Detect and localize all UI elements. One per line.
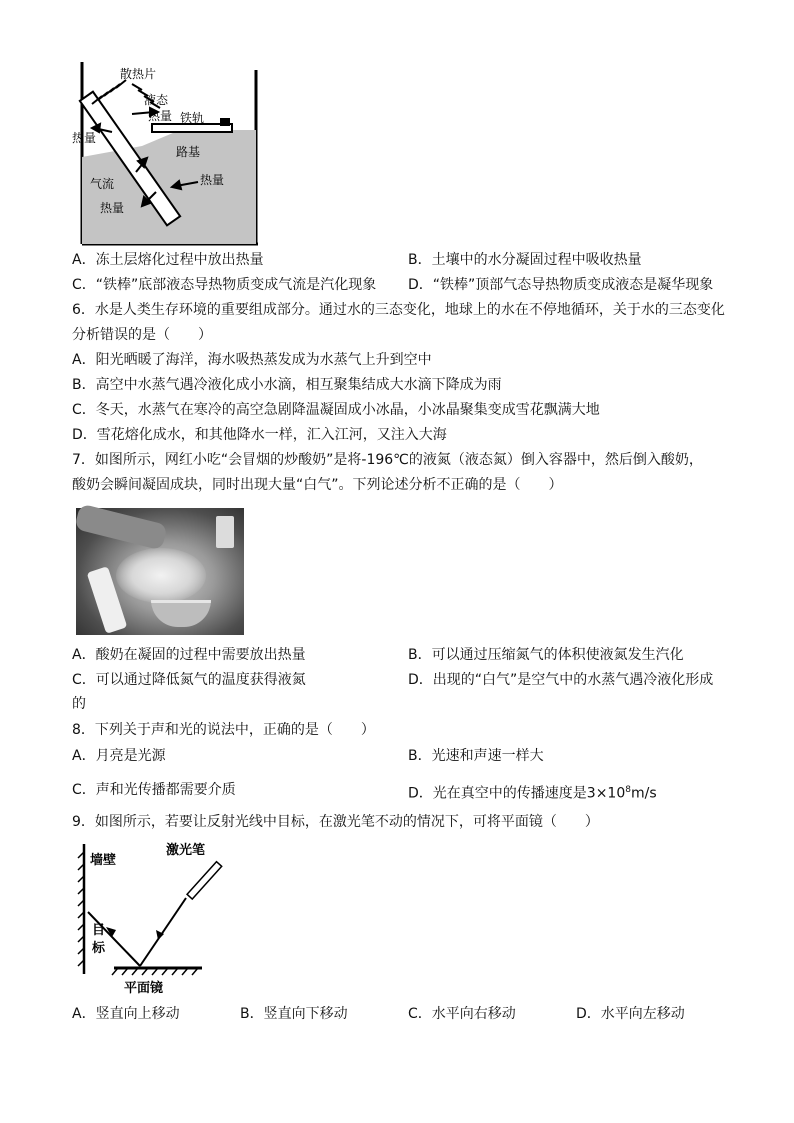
q5-option-c: C．“铁棒”底部液态导热物质变成气流是汽化现象 [72, 277, 377, 293]
mirror-label: 平面镜 [124, 981, 164, 996]
q7-stem-line1: 7．如图所示，网红小吃“会冒烟的炒酸奶”是将-196℃的液氮（液态氮）倒入容器中，然后倒入酸奶， [72, 452, 703, 468]
fig5-roadbed-label: 路基 [176, 145, 201, 159]
q6-stem-line1: 6．水是人类生存环境的重要组成部分。通过水的三态变化，地球上的水在不停地循环，关于水的三态变化 [72, 302, 725, 318]
q9-option-b: B．竖直向下移动 [240, 1006, 348, 1022]
q8-option-d [408, 780, 657, 804]
q9-option-c: C．水平向右移动 [408, 1006, 516, 1022]
q6-stem-line2: 分析错误的是（ ） [72, 327, 212, 343]
q6-option-c: C．冬天，水蒸气在寒冷的高空急剧降温凝固成小冰晶，小冰晶聚集变成雪花飘满大地 [72, 402, 600, 418]
mirror-figure [78, 838, 222, 998]
q7-option-a: A．酸奶在凝固的过程中需要放出热量 [72, 647, 306, 663]
q5-option-d: D．“铁棒”顶部气态导热物质变成液态是凝华现象 [408, 277, 714, 293]
q5-option-a: A．冻土层熔化过程中放出热量 [72, 252, 264, 268]
q6-option-a: A．阳光晒暖了海洋，海水吸热蒸发成为水蒸气上升到空中 [72, 352, 432, 368]
q7-option-b: B．可以通过压缩氮气的体积使液氮发生汽化 [408, 647, 684, 663]
q8-option-b: B．光速和声速一样大 [408, 748, 544, 764]
fig5-heat-left-label: 热量 [72, 131, 97, 145]
q5-option-b: B．土壤中的水分凝固过程中吸收热量 [408, 252, 642, 268]
fig5-fin-label: 散热片 [120, 67, 157, 81]
fig5-heat-top-label: 热量 [148, 109, 173, 123]
q8-option-d-value: 3×10 [586, 785, 626, 802]
fig5-airflow-label: 气流 [90, 177, 115, 191]
q7-option-c: C．可以通过降低氮气的温度获得液氮 [72, 672, 306, 688]
q8-option-c: C．声和光传播都需要介质 [72, 782, 236, 798]
target-label-2: 标 [92, 941, 106, 956]
fig5-heat-bottom-label: 热量 [100, 201, 125, 215]
laser-pen-label: 激光笔 [166, 843, 206, 858]
target-label-1: 目 [92, 923, 106, 938]
q9-stem: 9．如图所示，若要让反射光线中目标，在激光笔不动的情况下，可将平面镜（ ） [72, 814, 599, 830]
q8-option-d-exp: 8 [625, 785, 631, 795]
q7-option-wrap: 的 [72, 696, 86, 712]
wall-label: 墙壁 [90, 853, 117, 868]
fig5-heat-right-label: 热量 [200, 173, 225, 187]
q7-stem-line2: 酸奶会瞬间凝固成块，同时出现大量“白气”。下列论述分析不正确的是（ ） [72, 477, 563, 493]
q8-option-d-unit: m/s [630, 785, 657, 802]
q6-option-d: D．雪花熔化成水，和其他降水一样，汇入江河，又注入大海 [72, 427, 447, 443]
q9-option-a: A．竖直向上移动 [72, 1006, 180, 1022]
heat-pipe-figure [72, 60, 260, 246]
q9-option-d: D．水平向左移动 [576, 1006, 685, 1022]
q8-option-d-text: D．光在真空中的传播速度是 [408, 785, 587, 802]
smoking-yogurt-photo [76, 508, 244, 635]
q7-option-d: D．出现的“白气”是空气中的水蒸气遇冷液化形成 [408, 672, 714, 688]
fig5-liquid-label: 液态 [144, 93, 169, 107]
q8-stem: 8．下列关于声和光的说法中，正确的是（ ） [72, 722, 375, 738]
q6-option-b: B．高空中水蒸气遇冷液化成小水滴，相互聚集结成大水滴下降成为雨 [72, 377, 502, 393]
fig5-rail-label: 铁轨 [180, 111, 205, 125]
q8-option-a: A．月亮是光源 [72, 748, 166, 764]
